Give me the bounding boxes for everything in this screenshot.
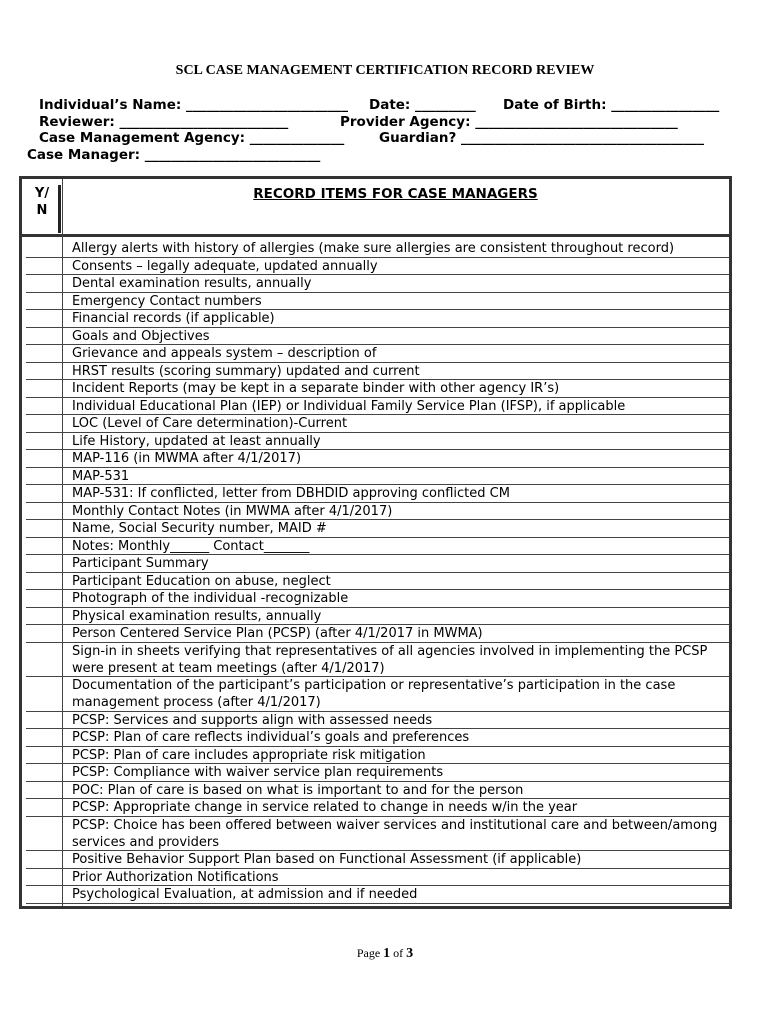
- yn-checkbox-cell[interactable]: [26, 520, 62, 538]
- record-item-text: Participant Summary: [72, 556, 209, 571]
- yn-checkbox-cell[interactable]: [26, 415, 62, 433]
- record-item-text: Consents – legally adequate, updated annually: [72, 258, 378, 274]
- table-row: [62, 817, 729, 852]
- yn-checkbox-cell[interactable]: [26, 380, 62, 398]
- record-item-text: Photograph of the individual -recognizable: [72, 591, 349, 606]
- table-row: [62, 625, 729, 643]
- yn-checkbox-cell[interactable]: [26, 590, 62, 608]
- record-item-text: Monthly Contact Notes (in MWMA after 4/1/2017): [72, 503, 393, 519]
- yn-checkbox-cell[interactable]: [26, 625, 62, 643]
- record-item-text: Financial records (if applicable): [72, 311, 275, 326]
- document-title: SCL CASE MANAGEMENT CERTIFICATION RECORD REVIEW: [175, 63, 595, 78]
- record-item-text: Prior Authorization Notifications: [72, 869, 279, 885]
- record-item-text: PCSP: Plan of care includes appropriate risk mitigation: [72, 747, 426, 763]
- table-row: [62, 345, 729, 363]
- table-row: [62, 712, 729, 730]
- yn-checkbox-cell[interactable]: [26, 275, 62, 293]
- yn-checkbox-cell[interactable]: [26, 869, 62, 887]
- record-item-text: POC: Plan of care is based on what is important to and for the person: [72, 782, 524, 798]
- record-item-text: Incident Reports (may be kept in a separate binder with other agency IR’s): [72, 381, 560, 396]
- table-row: [62, 433, 729, 451]
- record-item-text: MAP-531: [72, 468, 130, 484]
- record-item-text: Allergy alerts with history of allergies (make sure allergies are consistent throughout record): [72, 241, 675, 256]
- yn-checkbox-cell[interactable]: [26, 450, 62, 468]
- table-row: [62, 240, 729, 258]
- yn-checkbox-cell[interactable]: [26, 608, 62, 626]
- record-item-text: Goals and Objectives: [72, 328, 210, 344]
- yn-checkbox-cell[interactable]: [26, 363, 62, 381]
- table-row: [62, 275, 729, 293]
- table-row: [62, 608, 729, 626]
- table-row: [62, 485, 729, 503]
- yn-checkbox-cell[interactable]: [26, 433, 62, 451]
- table-row: [62, 851, 729, 869]
- table-row: [62, 886, 729, 904]
- record-item-text: Documentation of the participant’s participation or representative’s participation in the case management process (after 4/1/2017): [72, 678, 676, 710]
- table-row: [62, 380, 729, 398]
- record-item-text: PCSP: Compliance with waiver service plan requirements: [72, 765, 444, 780]
- table-row: [62, 293, 729, 311]
- yn-checkbox-cell[interactable]: [26, 643, 62, 678]
- table-row: [62, 415, 729, 433]
- record-item-text: MAP-531: If conflicted, letter from DBHDID approving conflicted CM: [72, 486, 510, 501]
- table-row: [62, 869, 729, 887]
- page-label: Page: [356, 946, 384, 960]
- yn-checkbox-cell[interactable]: [26, 503, 62, 521]
- yn-checkbox-cell[interactable]: [26, 555, 62, 573]
- yn-column-header: Y/ N: [26, 185, 61, 233]
- record-item-text: Person Centered Service Plan (PCSP) (after 4/1/2017 in MWMA): [72, 626, 483, 641]
- record-item-text: PCSP: Services and supports align with assessed needs: [72, 712, 433, 728]
- record-item-text: LOC (Level of Care determination)-Current: [72, 416, 348, 431]
- table-row: [62, 573, 729, 591]
- case-manager-field[interactable]: Case Manager: __________________________: [27, 147, 321, 163]
- yn-checkbox-cell[interactable]: [26, 468, 62, 486]
- record-item-text: Life History, updated at least annually: [72, 433, 321, 449]
- table-row: [62, 677, 729, 712]
- table-row: [62, 363, 729, 381]
- table-row: [62, 729, 729, 747]
- record-item-text: Emergency Contact numbers: [72, 293, 262, 309]
- yn-checkbox-cell[interactable]: [26, 677, 62, 712]
- yn-checkbox-cell[interactable]: [26, 398, 62, 416]
- yn-checkbox-cell[interactable]: [26, 310, 62, 328]
- record-items-table: [19, 176, 732, 909]
- yn-checkbox-cell[interactable]: [26, 817, 62, 852]
- provider-agency-field[interactable]: Provider Agency: ______________________________: [340, 114, 678, 130]
- table-row: [62, 468, 729, 486]
- record-item-text: Notes: Monthly______ Contact_______: [72, 538, 310, 554]
- table-row: [62, 643, 729, 678]
- items-column-header: RECORD ITEMS FOR CASE MANAGERS: [253, 186, 538, 202]
- record-item-text: MAP-116 (in MWMA after 4/1/2017): [72, 451, 302, 466]
- table-row: [62, 398, 729, 416]
- table-row: [62, 450, 729, 468]
- table-row: [62, 328, 729, 346]
- record-item-text: HRST results (scoring summary) updated and current: [72, 363, 420, 379]
- individual-name-field[interactable]: Individual’s Name: ________________________: [39, 97, 353, 113]
- record-item-text: Positive Behavior Support Plan based on Functional Assessment (if applicable): [72, 852, 582, 867]
- page-number: 1: [383, 946, 391, 961]
- table-row: [62, 538, 729, 556]
- table-row: [62, 764, 729, 782]
- yn-checkbox-cell[interactable]: [26, 782, 62, 800]
- table-row: [62, 503, 729, 521]
- table-row: [62, 799, 729, 817]
- table-row: [62, 555, 729, 573]
- yn-checkbox-cell[interactable]: [26, 886, 62, 904]
- yn-checkbox-cell[interactable]: [26, 729, 62, 747]
- yn-checkbox-cell[interactable]: [26, 293, 62, 311]
- page-of-label: of: [390, 946, 407, 960]
- table-row: [62, 520, 729, 538]
- yn-checkbox-cell[interactable]: [26, 328, 62, 346]
- page-total: 3: [406, 946, 414, 961]
- table-row: [62, 590, 729, 608]
- date-field[interactable]: Date: _________: [369, 97, 476, 113]
- table-row: [62, 747, 729, 765]
- yn-checkbox-cell[interactable]: [26, 240, 62, 258]
- record-item-text: Psychological Evaluation, at admission and if needed: [72, 887, 418, 902]
- record-item-text: Participant Education on abuse, neglect: [72, 573, 331, 589]
- record-item-text: PCSP: Plan of care reflects individual’s goals and preferences: [72, 730, 470, 745]
- yn-checkbox-cell[interactable]: [26, 747, 62, 765]
- record-item-text: Sign-in in sheets verifying that representatives of all agencies involved in implementing the PCSP were present at team meetings (after 4/1/2017): [72, 643, 708, 676]
- record-item-text: PCSP: Choice has been offered between waiver services and institutional care and between/among services and providers: [72, 817, 718, 850]
- guardian-field[interactable]: Guardian? ____________________________________: [379, 130, 705, 146]
- yn-checkbox-cell[interactable]: [26, 573, 62, 591]
- record-item-text: PCSP: Appropriate change in service related to change in needs w/in the year: [72, 800, 578, 815]
- yn-checkbox-cell[interactable]: [26, 345, 62, 363]
- yn-checkbox-cell[interactable]: [26, 851, 62, 869]
- case-management-agency-field[interactable]: Case Management Agency: ______________: [39, 130, 345, 146]
- record-item-text: Dental examination results, annually: [72, 276, 312, 291]
- record-item-text: Physical examination results, annually: [72, 608, 322, 624]
- yn-checkbox-cell[interactable]: [26, 485, 62, 503]
- table-row: [62, 258, 729, 276]
- table-row: [62, 782, 729, 800]
- date-of-birth-field[interactable]: Date of Birth: ________________: [503, 97, 720, 113]
- yn-checkbox-cell[interactable]: [26, 258, 62, 276]
- record-item-text: Grievance and appeals system – description of: [72, 346, 377, 361]
- reviewer-field[interactable]: Reviewer: _________________________: [39, 114, 289, 130]
- table-header: [22, 179, 729, 237]
- yn-checkbox-cell[interactable]: [26, 799, 62, 817]
- table-row: [62, 310, 729, 328]
- yn-checkbox-cell[interactable]: [26, 712, 62, 730]
- yn-checkbox-cell[interactable]: [26, 764, 62, 782]
- yn-checkbox-cell[interactable]: [26, 538, 62, 556]
- record-item-text: Name, Social Security number, MAID #: [72, 521, 327, 536]
- page-footer: [0, 946, 770, 962]
- record-item-text: Individual Educational Plan (IEP) or Individual Family Service Plan (IFSP), if applicable: [72, 398, 626, 414]
